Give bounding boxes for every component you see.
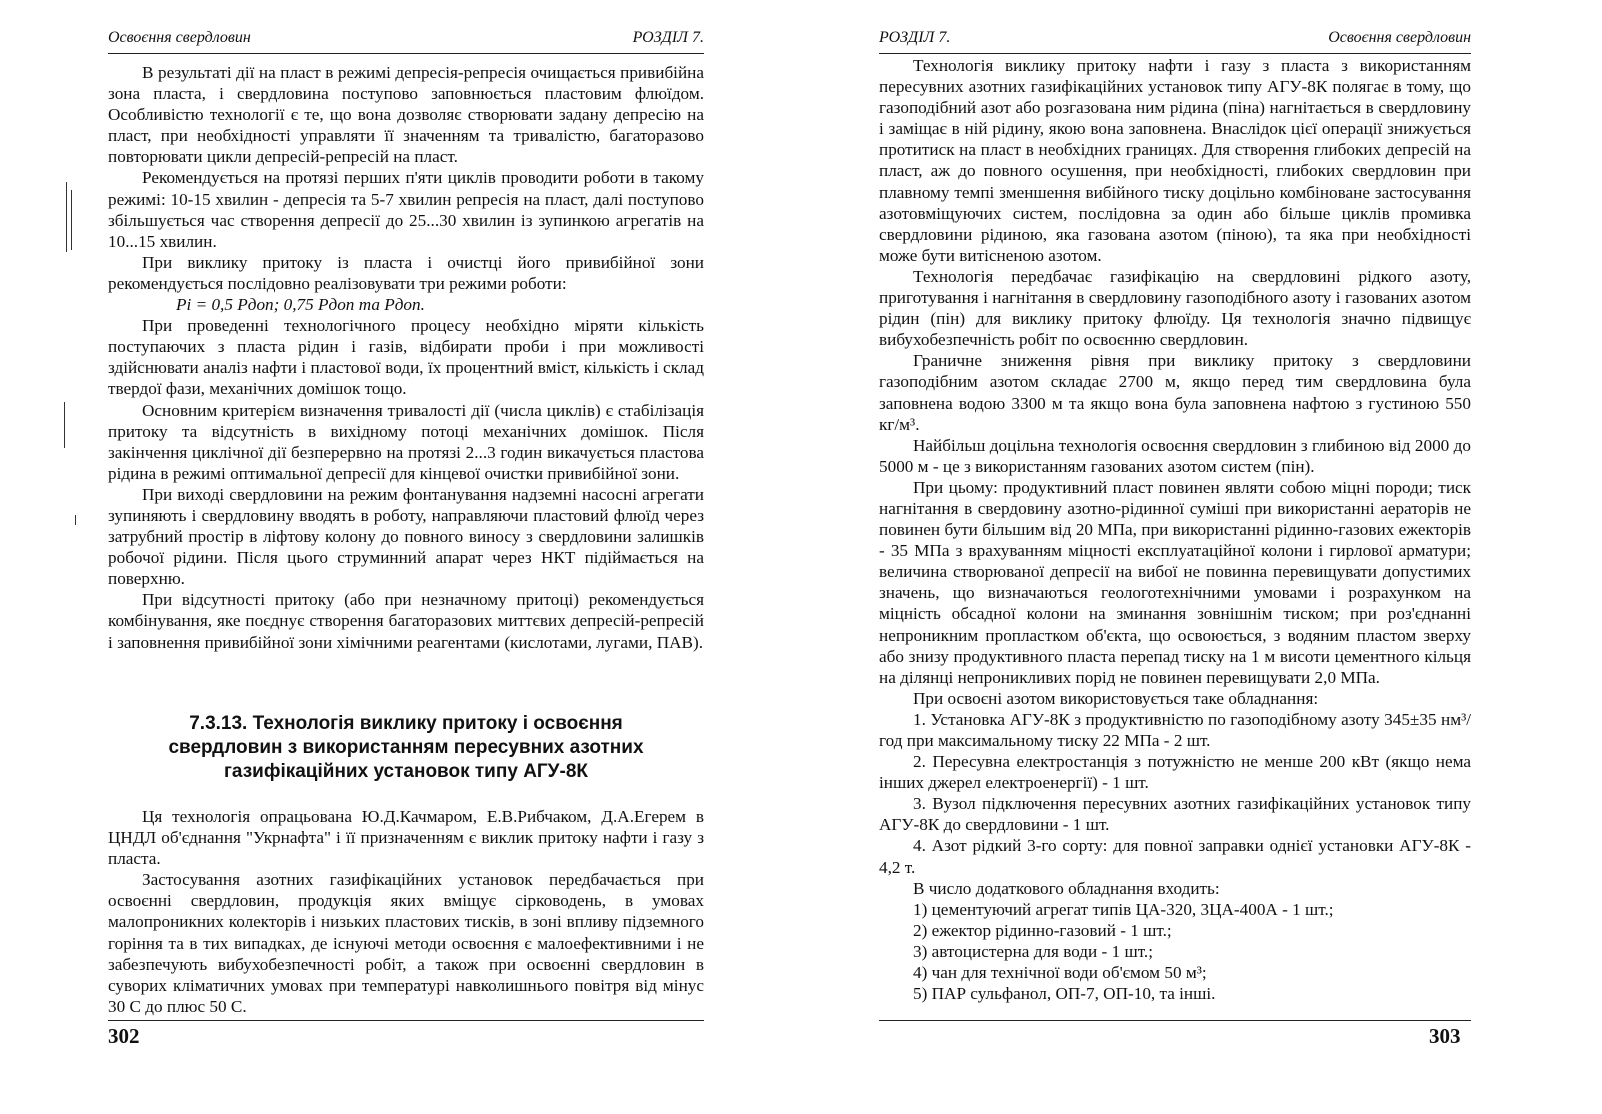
paragraph: При відсутності притоку (або при незначному притоці) рекомендується комбінування, яке поєднує створення багаторазових миттєвих депресій-репресій і заповнення привибійної зони хімічними реагентами (кислотами, лугами, ПАВ). xyxy=(108,590,704,652)
right-page xyxy=(801,0,1602,1114)
list-item: 3. Вузол підключення пересувних азотних газифікаційних установок типу АГУ-8К до свердловини - 1 шт. xyxy=(879,794,1471,835)
paragraph: При проведенні технологічного процесу необхідно міряти кількість поступаючих з пласта рідин і газів, відбирати проби і при можливості здійснювати аналіз нафти і пластової води, їх процентний вміст, кількість і склад твердої фази, механічних домішок тощо. xyxy=(108,316,704,399)
running-head-chapter: РОЗДІЛ 7. xyxy=(632,29,704,46)
paragraph: При цьому: продуктивний пласт повинен являти собою міцні породи; тиск нагнітання в свердовину азотно-рідинної суміші при використанні аераторів не повинен бути більшим від 20 МПа, при використанні рідинно-газових ежекторів - 35 МПа з врахуванням міцності експлуатаційної колони і гирлової арматури; величина створюваної депресії на вибої не повинна перевищувати допустимих значень, що визначаються геологотехнічними умовами і розрахунком на міцність обсадної колони на зминання зовнішнім тиском; при роз'єднанні непроникним пропластком об'єкта, що освоюється, з водяним пластом зверху або знизу продуктивного пласта перепад тиску на 1 м висоти цементного кільця на ділянці непроникливих порід не повинен перевищувати 2,0 МПа. xyxy=(879,477,1471,687)
body-text-bottom xyxy=(108,806,704,1017)
paragraph: Рекомендується на протязі перших п'яти циклів проводити роботи в такому режимі: 10-15 хвилин - депресія та 5-7 хвилин репресія на пласт, далі поступово збільшується час створення депресії до 25...30 хвилин із зупинкою агрегатів на 10...15 хвилин. xyxy=(108,168,704,251)
list-item: 4) чан для технічної води об'ємом 50 м³; xyxy=(913,963,1207,983)
paragraph: Застосування азотних газифікаційних установок передбачається при освоєнні свердловин, продукція яких вміщує сірководень, в умовах малопроникних колекторів і низьких пластових тисків, в зоні впливу підземного горіння та в тих випадках, де існуючі методи освоєння є малоефективними і не забезпечують вибухобезпечності робіт, а також при освоєнні свердловин в суворих кліматичних умовах при температурі навколишнього повітря від мінус 30 С до плюс 50 С. xyxy=(108,870,704,1016)
page-number: 302 xyxy=(108,1024,140,1048)
section-heading xyxy=(108,712,704,784)
footer-rule xyxy=(108,1020,704,1021)
section-heading-line: свердловин з використанням пересувних азотних xyxy=(168,737,644,758)
paragraph: Граничне зниження рівня при виклику притоку з свердловини газоподібним азотом складає 2700 м, якщо перед тим свердловина була заповнена водою 3300 м та якщо вона була заповнена нафтою з густиною 550 кг/м³. xyxy=(879,351,1471,434)
paragraph: Технологія передбачає газифікацію на свердловині рідкого азоту, приготування і нагнітання в свердловину газоподібного азоту і газованих азотом рідин (пін) для виклику притоку флюїду. Ця технологія значно підвищує вибухобезпечність робіт по освоєнню свердловин. xyxy=(879,266,1471,350)
paragraph: При освоєні азотом використовується таке обладнання: xyxy=(913,688,1319,708)
paragraph: Технологія виклику притоку нафти і газу з пласта з використанням пересувних азотних газифікаційних установок типу АГУ-8К полягає в тому, що газоподібний азот або розгазована ним рідина (піна) нагнітається в свердловину і заміщає в ній рідину, якою вона заповнена. Внаслідок цієї операції знижується протитиск на пласт в необхідних границях. Для створення глибоких депресій на пласт, аж до повного осушення, при необхідності, глибоких свердловин при плавному темпі зменшення вибійного тиску доцільно комбіноване застосування азотовміщуючих систем, послідовна за один або більше циклів промивка свердловини рідиною, яка газована азотом (піною), та яка при необхідності може бути витісненою азотом. xyxy=(879,56,1471,265)
paragraph: В число додаткового обладнання входить: xyxy=(913,878,1220,898)
page-number: 303 xyxy=(1429,1024,1461,1048)
running-head xyxy=(108,28,704,54)
paragraph: При виході свердловини на режим фонтанування надземні насосні агрегати зупиняють і свердловину вводять в роботу, направляючи пластовий флюїд через затрубний простір в ліфтову колону до повного виносу з свердловини залишків робочої рідини. Після цього струминний апарат через НКТ підіймається на поверхню. xyxy=(108,484,704,589)
paragraph: При виклику притоку із пласта і очистці його привибійної зони рекомендується послідовно реалізовувати три режими роботи: xyxy=(108,252,704,293)
list-item: 3) автоцистерна для води - 1 шт.; xyxy=(913,941,1153,961)
list-item: 2) ежектор рідинно-газовий - 1 шт.; xyxy=(913,920,1172,940)
list-item: 1. Установка АГУ-8К з продуктивністю по газоподібному азоту 345±35 нм³/год при максимальному тиску 22 МПа - 2 шт. xyxy=(879,709,1471,750)
formula: Pi = 0,5 Pдоп; 0,75 Pдоп та Pдоп. xyxy=(176,295,425,315)
margin-pencil-mark xyxy=(71,190,72,250)
running-head-title: Освоєння свердловин xyxy=(108,29,251,46)
footer-rule xyxy=(879,1020,1471,1021)
section-heading-line: 7.3.13. Технологія виклику притоку і освоєння xyxy=(189,713,623,734)
body-text xyxy=(879,55,1471,1004)
running-head xyxy=(879,28,1471,54)
list-item: 2. Пересувна електростанція з потужністю не менше 200 кВт (якщо нема інших джерел електроенергії) - 1 шт. xyxy=(879,752,1471,793)
paragraph: Найбільш доцільна технологія освоєння свердловин з глибиною від 2000 до 5000 м - це з використанням газованих азотом систем (пін). xyxy=(879,435,1471,476)
paragraph: В результаті дії на пласт в режимі депресія-репресія очищається привибійна зона пласта, і свердловина поступово заповнюється пластовим флюїдом. Особливістю технології є те, що вона дозволяє створювати задану депресію на пласт, при необхідності управляти її значенням та тривалістю, багаторазово повторювати цикли депресій-репресій на пласт. xyxy=(108,63,704,167)
list-item: 1) цементуючий агрегат типів ЦА-320, 3ЦА-400А - 1 шт.; xyxy=(913,899,1334,919)
paragraph: Основним критерієм визначення тривалості дії (числа циклів) є стабілізація притоку та відсутність в вихідному потоці механічних домішок. Після закінчення циклічної дії безперервно на протязі 2...3 годин викачується пластова рідина в режимі оптимальної депресії для кінцевої очистки привибійної зони. xyxy=(108,400,704,483)
running-head-title: Освоєння свердловин xyxy=(1328,29,1471,46)
running-head-chapter: РОЗДІЛ 7. xyxy=(879,29,951,46)
margin-pencil-mark xyxy=(66,182,67,252)
margin-pencil-mark xyxy=(64,402,65,448)
section-heading-line: газифікаційних установок типу АГУ-8К xyxy=(223,761,588,782)
list-item: 4. Азот рідкий 3-го сорту: для повної заправки однієї установки АГУ-8К - 4,2 т. xyxy=(879,836,1471,877)
paragraph: Ця технологія опрацьована Ю.Д.Качмаром, Е.В.Рибчаком, Д.А.Егерем в ЦНДЛ об'єднання "Укрнафта" і її призначенням є виклик притоку нафти і газу з пласта. xyxy=(108,807,704,869)
margin-pencil-mark xyxy=(75,515,76,525)
body-text-top xyxy=(108,62,704,653)
list-item: 5) ПАР сульфанол, ОП-7, ОП-10, та інші. xyxy=(913,984,1216,1004)
